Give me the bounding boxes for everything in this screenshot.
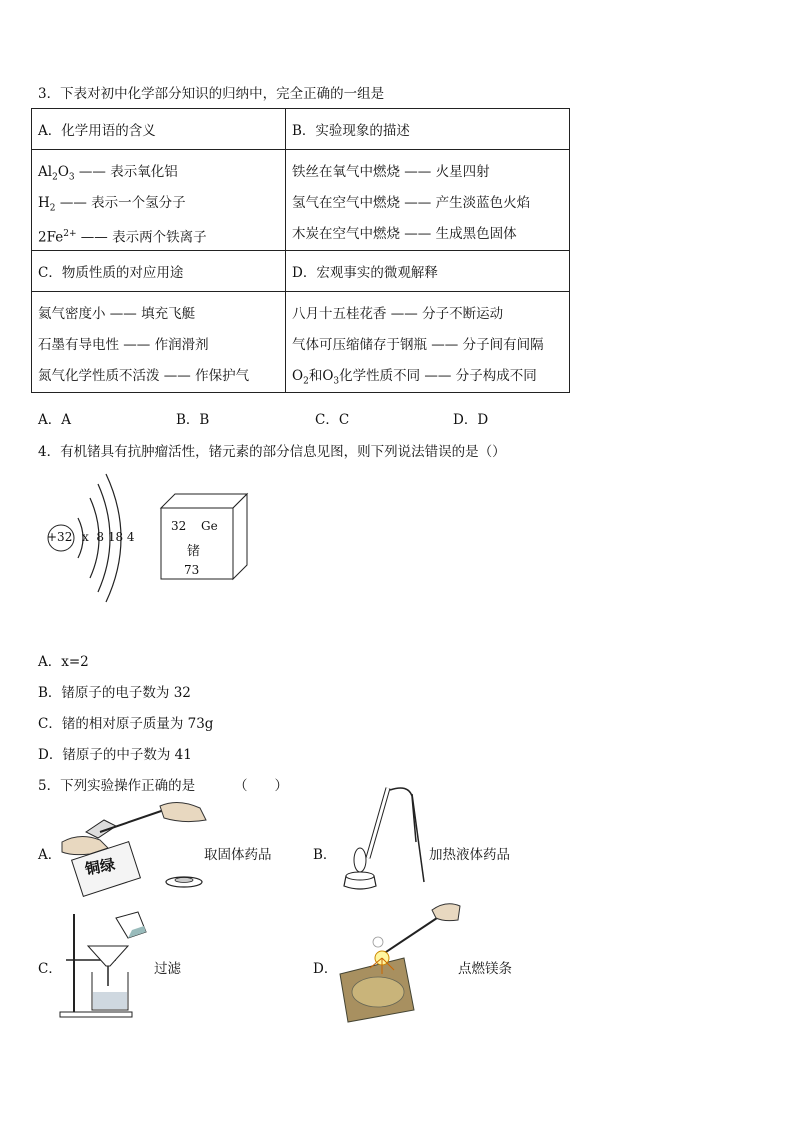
- b-line-1: 铁丝在氧气中燃烧 —— 火星四射: [292, 164, 490, 180]
- knowledge-table: [31, 108, 570, 393]
- q5-stem: 5．下列实验操作正确的是: [38, 778, 196, 794]
- element-symbol: Ge: [201, 519, 218, 533]
- q3-option-b[interactable]: B．B: [176, 412, 210, 428]
- cell-d-content: [286, 292, 570, 393]
- cell-c-title: C．物质性质的对应用途: [32, 251, 286, 292]
- element-name: 锗: [187, 544, 201, 559]
- heating-liquid-illustration: [338, 782, 428, 892]
- cell-b-content: [286, 150, 570, 251]
- cell-b-title: B．实验现象的描述: [286, 109, 570, 150]
- b-line-2: 氢气在空气中燃烧 —— 产生淡蓝色火焰: [292, 195, 531, 211]
- nucleus-charge: +32: [47, 530, 73, 544]
- atomic-mass: 73: [184, 563, 200, 577]
- a-line-1: $Al_2O_3$ —— 表示氧化铝: [38, 164, 178, 183]
- q4-choice-a[interactable]: A．x=2: [38, 654, 89, 670]
- c-line-3: 氮气化学性质不活泼 —— 作保护气: [38, 368, 250, 384]
- cell-d-title: D．宏观事实的微观解释: [286, 251, 570, 292]
- cell-c-content: [32, 292, 286, 393]
- atomic-number: 32: [171, 519, 187, 533]
- a-line-2: $H_2$ —— 表示一个氢分子: [38, 195, 186, 214]
- bottle-label: 铜绿: [83, 855, 117, 879]
- filtration-illustration: [58, 910, 158, 1020]
- magnesium-burning-illustration: [336, 900, 466, 1028]
- solid-reagent-illustration: [60, 802, 210, 892]
- q4-choice-c[interactable]: C．锗的相对原子质量为 73g: [38, 716, 214, 732]
- q3-option-c[interactable]: C．C: [315, 412, 350, 428]
- q5-option-a-letter[interactable]: A．: [38, 847, 62, 863]
- q5-option-c-letter[interactable]: C．: [38, 961, 62, 977]
- q3-option-a[interactable]: A．A: [38, 412, 71, 428]
- d-line-1: 八月十五桂花香 —— 分子不断运动: [292, 306, 504, 322]
- q4-stem: 4．有机锗具有抗肿瘤活性，锗元素的部分信息见图，则下列说法错误的是（）: [38, 444, 506, 460]
- b-line-3: 木炭在空气中燃烧 —— 生成黑色固体: [292, 226, 517, 242]
- q5-option-a-text: 取固体药品: [204, 847, 272, 863]
- q3-stem: 3．下表对初中化学部分知识的归纳中，完全正确的一组是: [38, 86, 385, 102]
- a-line-3: $2Fe^{2+}$ —— 表示两个铁离子: [38, 229, 207, 246]
- element-card: [160, 493, 250, 581]
- cell-a-title: A．化学用语的含义: [32, 109, 286, 150]
- q5-option-b-letter[interactable]: B．: [313, 847, 337, 863]
- q5-option-b-text: 加热液体药品: [429, 847, 510, 863]
- electron-shells: x 8 18 4: [82, 530, 135, 544]
- q5-option-d-text: 点燃镁条: [458, 961, 512, 977]
- d-line-3: $O_2$和$O_3$化学性质不同 —— 分子构成不同: [292, 368, 537, 387]
- q4-choice-d[interactable]: D．锗原子的中子数为 41: [38, 747, 192, 763]
- q5-answer-paren: （ ）: [234, 778, 288, 794]
- q4-choice-b[interactable]: B．锗原子的电子数为 32: [38, 685, 191, 701]
- q5-option-c-text: 过滤: [154, 961, 181, 977]
- cell-a-content: [32, 150, 286, 251]
- q5-option-d-letter[interactable]: D．: [313, 961, 338, 977]
- d-line-2: 气体可压缩储存于钢瓶 —— 分子间有间隔: [292, 337, 544, 353]
- q3-option-d[interactable]: D．D: [453, 412, 489, 428]
- c-line-1: 氦气密度小 —— 填充飞艇: [38, 306, 196, 322]
- c-line-2: 石墨有导电性 —— 作润滑剂: [38, 337, 209, 353]
